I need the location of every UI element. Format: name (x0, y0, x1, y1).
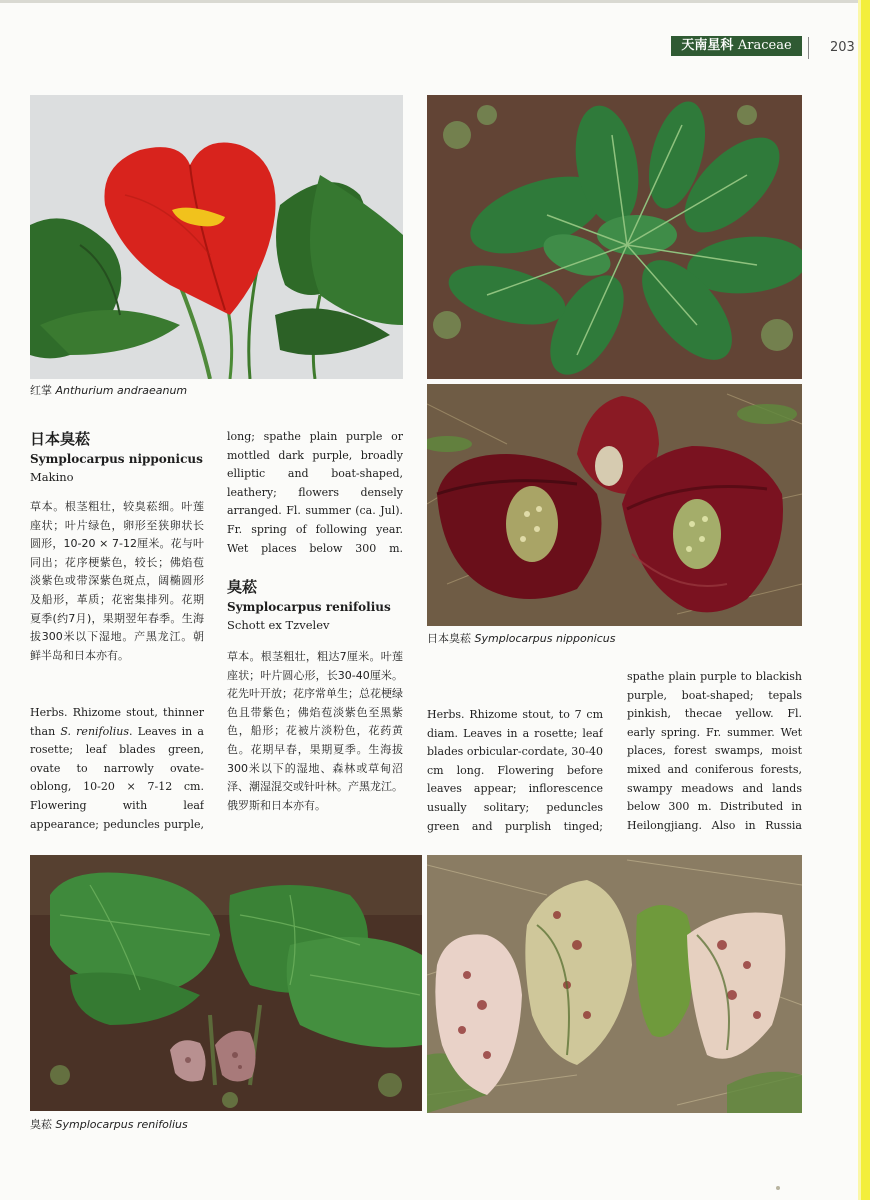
species2-desc-zh-container (227, 648, 403, 834)
species2-desc-en-overflow: spathe plain purple to blackish purple, boat-shaped; tepals pinkish, thecae yellow. Fl. early spring. Fr. summer. Wet places, forest swamps, moist mixed and coniferous forests, swampy meadows and lands below 300 m. Distributed in Heilongjiang. Also in Russia (627, 669, 802, 832)
caption-nipponicus (427, 630, 615, 646)
renifolius-leaves-illustration (30, 855, 422, 1111)
species1-desc-en-continued (227, 428, 403, 558)
header-divider (808, 37, 809, 59)
species1-desc-en-part-a: Herbs. Rhizome stout, thinner than (30, 706, 204, 738)
caption-zh: 日本臭菘 (427, 632, 471, 645)
species2-desc-en-container (427, 706, 603, 836)
renifolius-spathes-illustration (427, 855, 802, 1113)
column-species2 (227, 576, 403, 634)
photo-nipponicus-flowers (427, 384, 802, 626)
species1-desc-en-overflow (227, 428, 403, 558)
caption-anthurium (30, 382, 187, 398)
photo-renifolius-spathes (427, 855, 802, 1113)
species2-desc-zh-continued (427, 668, 603, 687)
species2-name-zh: 臭菘 (227, 578, 258, 596)
section-header-tag (671, 36, 802, 56)
species1-name-latin: Symplocarpus nipponicus (30, 452, 203, 466)
species2-name-latin: Symplocarpus renifolius (227, 600, 391, 614)
section-name-latin: Araceae (737, 38, 792, 53)
photo-renifolius-leaves (30, 855, 422, 1111)
photo-anthurium (30, 95, 403, 379)
species1-desc-en-part-c: long; spathe plain purple or mottled dark purple, broadly elliptic and boat-shaped, leathery; flowers densely arranged. Fl. summer (ca. Jul). Fr. spring of following year. Wet places below 300 m. (227, 429, 403, 555)
caption-latin: Anthurium andraeanum (55, 384, 188, 397)
species1-desc-en (30, 704, 204, 836)
top-edge-line (0, 0, 870, 3)
caption-zh: 臭菘 (30, 1118, 52, 1131)
caption-renifolius (30, 1116, 188, 1132)
section-name-zh: 天南星科 (681, 38, 734, 53)
species2-author: Schott ex Tzvelev (227, 618, 330, 632)
nipponicus-flowers-illustration (427, 384, 802, 626)
species1-desc-en-container (30, 704, 204, 836)
species1-name-zh: 日本臭菘 (30, 430, 91, 448)
caption-latin: Symplocarpus nipponicus (474, 632, 616, 645)
species2-desc-zh: 草本。根茎粗壮，粗达7厘米。叶莲座状；叶片圆心形，长30-40厘米。花先叶开放；花序常单生；总花梗绿色且带紫色；佛焰苞淡紫色至黑紫色，船形；花被片淡粉色，花药黄色。花期早春，果期夏季。生海拔300米以下的湿地、森林或草甸沼泽、潮湿混交或针叶林。产黑龙江。俄罗斯和日本亦有。 (227, 650, 403, 812)
column-species1 (30, 428, 204, 665)
species1-desc-en-italic: S. renifolius (60, 724, 130, 738)
page-edge-yellow-band (861, 0, 870, 1200)
page-number: 203 (830, 40, 855, 55)
species2-desc-en-continued (627, 668, 802, 838)
caption-zh: 红掌 (30, 384, 52, 397)
species2-desc-en: Herbs. Rhizome stout, to 7 cm diam. Leaves in a rosette; leaf blades orbicular-cordate, 30-40 cm long. Flowering before leaves appear; inflorescence usually solitary; peduncles green and purplish tinged; (427, 708, 603, 833)
species1-desc-en-part-c: . Leaves in a rosette; leaf blades green, ovate to narrowly ovate-oblong, 10-20 × 7-12 cm. Flowering with leaf appearance; peduncles purple, (30, 724, 204, 831)
page-speck (776, 1186, 780, 1190)
species1-desc-zh: 草本。根茎粗壮，较臭菘细。叶莲座状；叶片绿色，卵形至狭卵状长圆形，10-20 × 7-12厘米。花与叶同出；花序梗紫色，较长；佛焰苞淡紫色或带深紫色斑点，阔椭圆形及船形，革质；花密集排列。花期夏季(约7月)，果期翌年春季。生海拔300米以下湿地。产黑龙江。朝鲜半岛和日本亦有。 (30, 500, 204, 662)
photo-nipponicus-leaves (427, 95, 802, 379)
anthurium-illustration (30, 95, 403, 379)
species1-author: Makino (30, 470, 74, 484)
leaf-rosette-illustration (427, 95, 802, 379)
caption-latin: Symplocarpus renifolius (55, 1118, 188, 1131)
